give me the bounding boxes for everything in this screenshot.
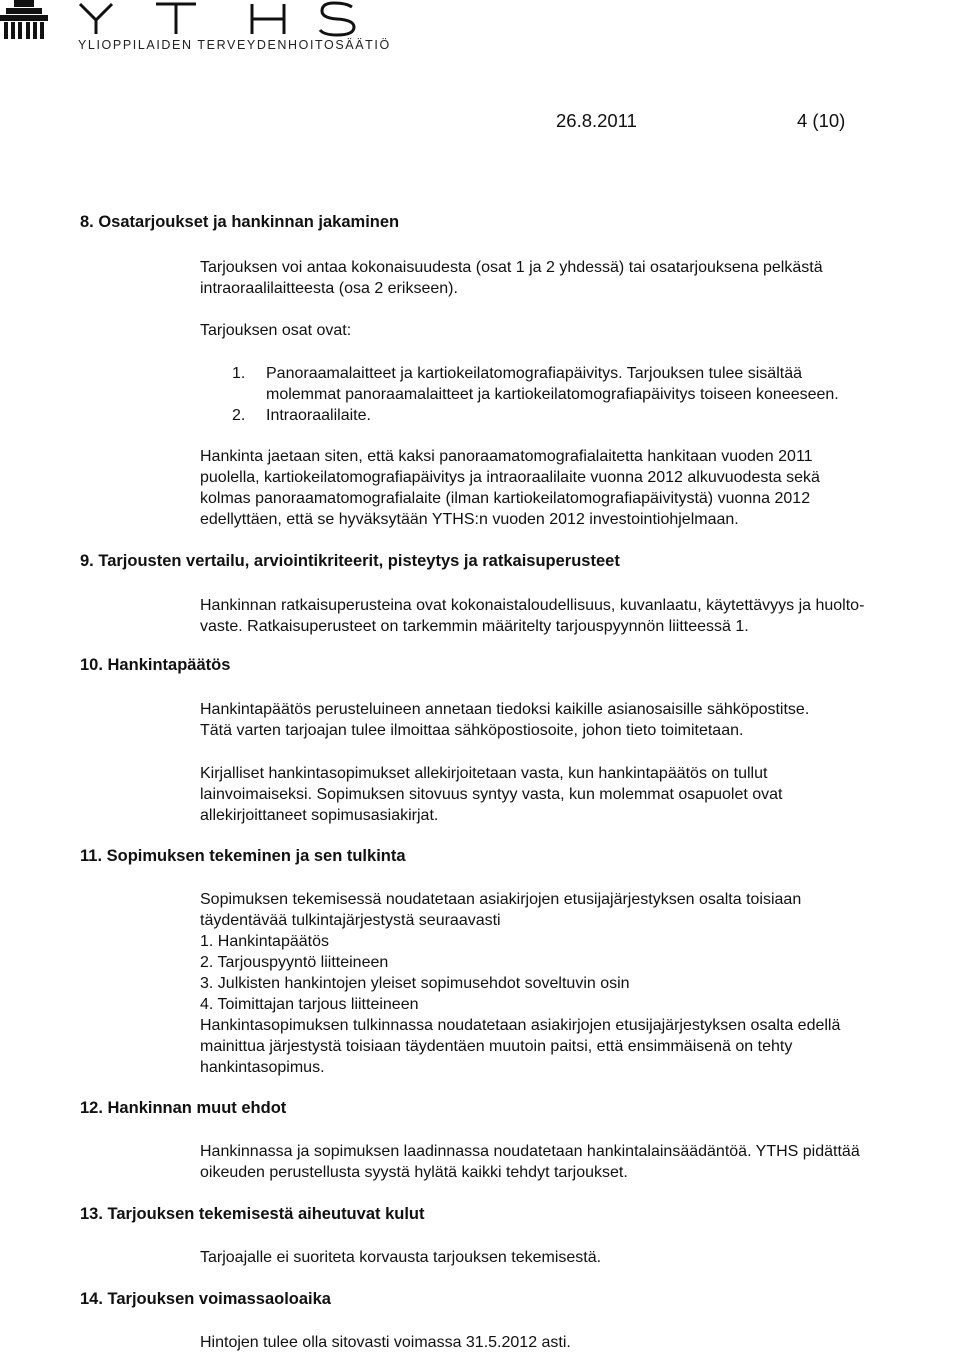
section-11-heading: 11. Sopimuksen tekeminen ja sen tulkinta: [80, 847, 406, 865]
text-line: hankintasopimus.: [200, 1059, 325, 1076]
text-line: Kirjalliset hankintasopimukset allekirjoitetaan vasta, kun hankintapäätös on tullut: [200, 765, 768, 782]
list-number: 1.: [232, 365, 246, 382]
section-10-paragraph-2: [200, 763, 935, 826]
list-item: 1. Hankintapäätös: [200, 933, 329, 950]
text-line: vaste. Ratkaisuperusteet on tarkemmin määritelty tarjouspyynnön liitteessä 1.: [200, 618, 749, 635]
list-item: [266, 363, 839, 405]
section-13-paragraph-1: Tarjoajalle ei suoriteta korvausta tarjouksen tekemisestä.: [200, 1249, 602, 1266]
text-line: Tätä varten tarjoajan tulee ilmoittaa sähköpostiosoite, johon tieto toimitetaan.: [200, 722, 744, 739]
section-8-paragraph-2: Tarjouksen osat ovat:: [200, 322, 352, 339]
list-item: 3. Julkisten hankintojen yleiset sopimusehdot soveltuvin osin: [200, 975, 630, 992]
section-14-paragraph-1: Hintojen tulee olla sitovasti voimassa 31.5.2012 asti.: [200, 1334, 571, 1351]
text-line: puolella, kartiokeilatomografiapäivitys ja intraoraalilaite vuonna 2012 alkuvuodesta sekä: [200, 469, 820, 486]
section-9-paragraph-1: [200, 595, 935, 637]
text-line: Hankintapäätös perusteluineen annetaan tiedoksi kaikille asianosaisille sähköpostitse.: [200, 701, 810, 718]
list-item: 2. Tarjouspyyntö liitteineen: [200, 954, 389, 971]
section-8-paragraph-3: [200, 446, 935, 530]
text-line: allekirjoittaneet sopimusasiakirjat.: [200, 807, 439, 824]
text-line: Hankinta jaetaan siten, että kaksi panoraamatomografialaitetta hankitaan vuoden 2011: [200, 448, 813, 465]
text-line: kolmas panoraamatomografialaite (ilman kartiokeilatomografiapäivitystä) vuonna 2012: [200, 490, 811, 507]
section-8-heading: 8. Osatarjoukset ja hankinnan jakaminen: [80, 213, 400, 231]
section-9-heading: 9. Tarjousten vertailu, arviointikriteerit, pisteytys ja ratkaisuperusteet: [80, 552, 620, 570]
logo-letters: Y T H S: [0, 0, 4, 1]
yths-logo-mark: [0, 0, 420, 40]
text-line: Sopimuksen tekemisessä noudatetaan asiakirjojen etusijajärjestyksen osalta toisiaan: [200, 891, 802, 908]
list-item: 4. Toimittajan tarjous liitteineen: [200, 996, 419, 1013]
text-line: edellyttäen, että se hyväksytään YTHS:n vuoden 2012 investointiohjelmaan.: [200, 511, 739, 528]
section-8-paragraph-1: [200, 257, 935, 299]
list-item: [266, 405, 371, 426]
text-line: täydentävää tulkintajärjestystä seuraavasti: [200, 912, 501, 929]
section-10-paragraph-1: [200, 699, 935, 741]
document-date: 26.8.2011: [556, 110, 637, 131]
section-10-heading: 10. Hankintapäätös: [80, 656, 231, 674]
yths-logo: [0, 0, 420, 70]
page-number: 4 (10): [797, 110, 846, 131]
text-line: Intraoraalilaite.: [266, 407, 371, 424]
text-line: Hankintasopimuksen tulkinnassa noudatetaan asiakirjojen etusijajärjestyksen osalta edellä: [200, 1017, 841, 1034]
text-line: Panoraamalaitteet ja kartiokeilatomografiapäivitys. Tarjouksen tulee sisältää: [266, 365, 802, 382]
section-12-heading: 12. Hankinnan muut ehdot: [80, 1099, 287, 1117]
text-line: molemmat panoraamalaitteet ja kartiokeilatomografiapäivitys toiseen koneeseen.: [266, 386, 839, 403]
text-line: intraoraalilaitteesta (osa 2 erikseen).: [200, 280, 458, 297]
list-number: 2.: [232, 407, 246, 424]
section-13-heading: 13. Tarjouksen tekemisestä aiheutuvat kulut: [80, 1205, 425, 1223]
text-line: Hankinnan ratkaisuperusteina ovat kokonaistaloudellisuus, kuvanlaatu, käytettävyys ja huolto-: [200, 597, 865, 614]
text-line: lainvoimaiseksi. Sopimuksen sitovuus syntyy vasta, kun molemmat osapuolet ovat: [200, 786, 783, 803]
text-line: Tarjouksen voi antaa kokonaisuudesta (osat 1 ja 2 yhdessä) tai osatarjouksena pelkästä: [200, 259, 823, 276]
section-14-heading: 14. Tarjouksen voimassaoloaika: [80, 1290, 331, 1308]
section-12-paragraph-1: [200, 1141, 935, 1183]
section-11-paragraph-1: [200, 889, 935, 1078]
org-name: YLIOPPILAIDEN TERVEYDENHOITOSÄÄTIÖ: [78, 38, 391, 52]
text-line: Hankinnassa ja sopimuksen laadinnassa noudatetaan hankintalainsäädäntöä. YTHS pidättää: [200, 1143, 860, 1160]
text-line: mainittua järjestystä toisiaan täydentäen muutoin paitsi, että ensimmäisenä on tehty: [200, 1038, 793, 1055]
text-line: oikeuden perustellusta syystä hylätä kaikki tehdyt tarjoukset.: [200, 1164, 628, 1181]
